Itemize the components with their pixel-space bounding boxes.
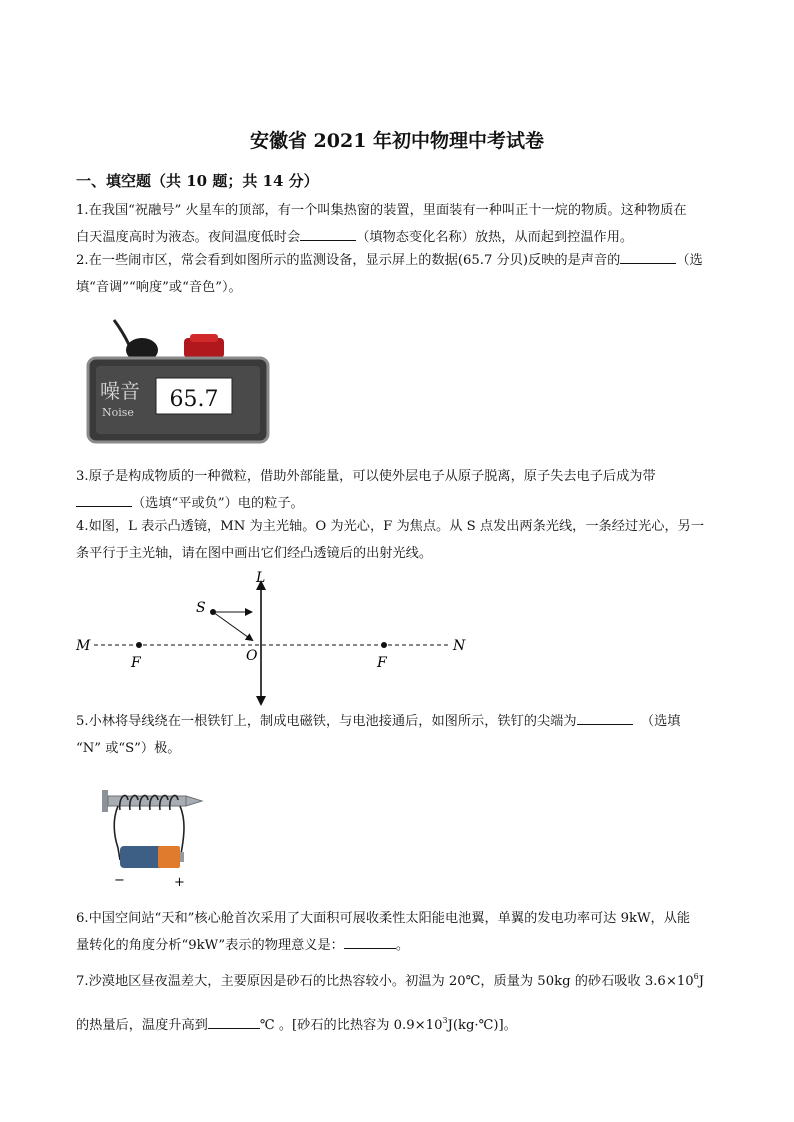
q6-text-b: 。: [395, 938, 410, 953]
q7-text-c: 的热量后，温度升高到: [76, 1018, 208, 1033]
q2-line-2: 填“音调”“响度”或“音色”）。: [76, 280, 242, 295]
focus-left: [136, 642, 142, 648]
q1-answer-blank[interactable]: [300, 226, 356, 241]
label-s: S: [196, 600, 206, 616]
page-title: 安徽省 2021 年初中物理中考试卷: [249, 130, 545, 152]
q5-answer-blank[interactable]: [577, 710, 633, 725]
label-f-right: F: [377, 655, 387, 671]
q3-line-1: 3.原子是构成物质的一种微粒，借助外部能量，可以使外层电子从原子脱离，原子失去电子后成为带: [76, 469, 656, 484]
electromagnet-image: [96, 780, 216, 890]
q6-line-1: 6.中国空间站“天和”核心舱首次采用了大面积可展收柔性太阳能电池翼，单翼的发电功率可达 9kW，从能: [76, 911, 691, 926]
q7-text-e: J(kg·℃)]。: [447, 1018, 517, 1033]
q2-text-a: 2.在一些闹市区，常会看到如图所示的监测设备，显示屏上的数据(65.7 分贝)反映的是声音的: [76, 253, 621, 268]
q6-line-2: [76, 932, 716, 959]
device-label-en: Noise: [102, 406, 134, 419]
q7-text-a: 7.沙漠地区昼夜温差大，主要原因是砂石的比热容较小。初温为 20℃，质量为 50kg 的砂石吸收 3.6×10: [76, 974, 694, 989]
device-label-cn: 噪音: [100, 379, 140, 403]
q2-answer-blank[interactable]: [620, 249, 676, 264]
q6-text-a: 量转化的角度分析“9kW”表示的物理意义是：: [76, 938, 344, 953]
nail-tip: [186, 796, 202, 806]
focus-right: [381, 642, 387, 648]
question-4: [76, 513, 716, 567]
q5-text-a: 5.小林将导线绕在一根铁钉上，制成电磁铁，与电池接通后，如图所示，铁钉的尖端为: [76, 714, 577, 729]
q4-line-1: 4.如图，L 表示凸透镜，MN 为主光轴。O 为光心，F 为焦点。从 S 点发出两条光线，一条经过光心，另一: [76, 519, 705, 534]
q7-exponent-1: 6: [693, 972, 699, 981]
question-3: [76, 463, 716, 517]
q7-answer-blank[interactable]: [208, 1014, 260, 1029]
q5-line-1: [76, 708, 716, 735]
noise-monitor-image: [86, 316, 276, 444]
q2-text-b: （选: [676, 253, 703, 268]
q3-text-b: （选填“平或负”）电的粒子。: [132, 496, 304, 511]
ray-center: [213, 612, 252, 640]
question-6: [76, 905, 716, 959]
q2-line-1: [76, 247, 716, 274]
q7-exponent-2: 3: [442, 1016, 448, 1025]
q6-answer-blank[interactable]: [344, 934, 396, 949]
question-7-line-2: [76, 1007, 716, 1039]
label-n: N: [453, 638, 466, 654]
lens-arrow-bottom-icon: [256, 696, 266, 706]
question-7-line-1: [76, 963, 716, 995]
question-2: [76, 247, 716, 301]
question-1: [76, 197, 716, 251]
label-f-left: F: [131, 655, 141, 671]
q1-line-1: 1.在我国“祝融号” 火星车的顶部，有一个叫集热窗的装置，里面装有一种叫正十一烷的物质。这种物质在: [76, 203, 687, 218]
q7-text-b: J: [698, 974, 705, 989]
q3-answer-blank[interactable]: [76, 492, 132, 507]
label-m: M: [76, 638, 91, 654]
question-5: [76, 708, 716, 762]
nail-head: [102, 790, 108, 812]
q1-text-b: （填物态变化名称）放热，从而起到控温作用。: [356, 230, 634, 245]
label-o: O: [246, 648, 258, 664]
section-heading: 一、填空题（共 10 题；共 14 分）: [76, 172, 319, 190]
q7-text-d: ℃ 。[砂石的比热容为 0.9×10: [259, 1018, 443, 1033]
q4-line-2: 条平行于主光轴，请在图中画出它们经凸透镜后的出射光线。: [76, 546, 433, 561]
q1-text-a: 白天温度高时为液态。夜间温度低时会: [76, 230, 301, 245]
device-reading: 65.7: [169, 387, 219, 412]
battery-plus-label: +: [174, 875, 185, 890]
lens-diagram: [70, 566, 480, 706]
label-l: L: [256, 570, 266, 586]
battery-minus-label: −: [114, 873, 125, 888]
q5-line-2: “N” 或“S”）极。: [76, 741, 181, 756]
q5-text-b: （选填: [640, 714, 681, 729]
